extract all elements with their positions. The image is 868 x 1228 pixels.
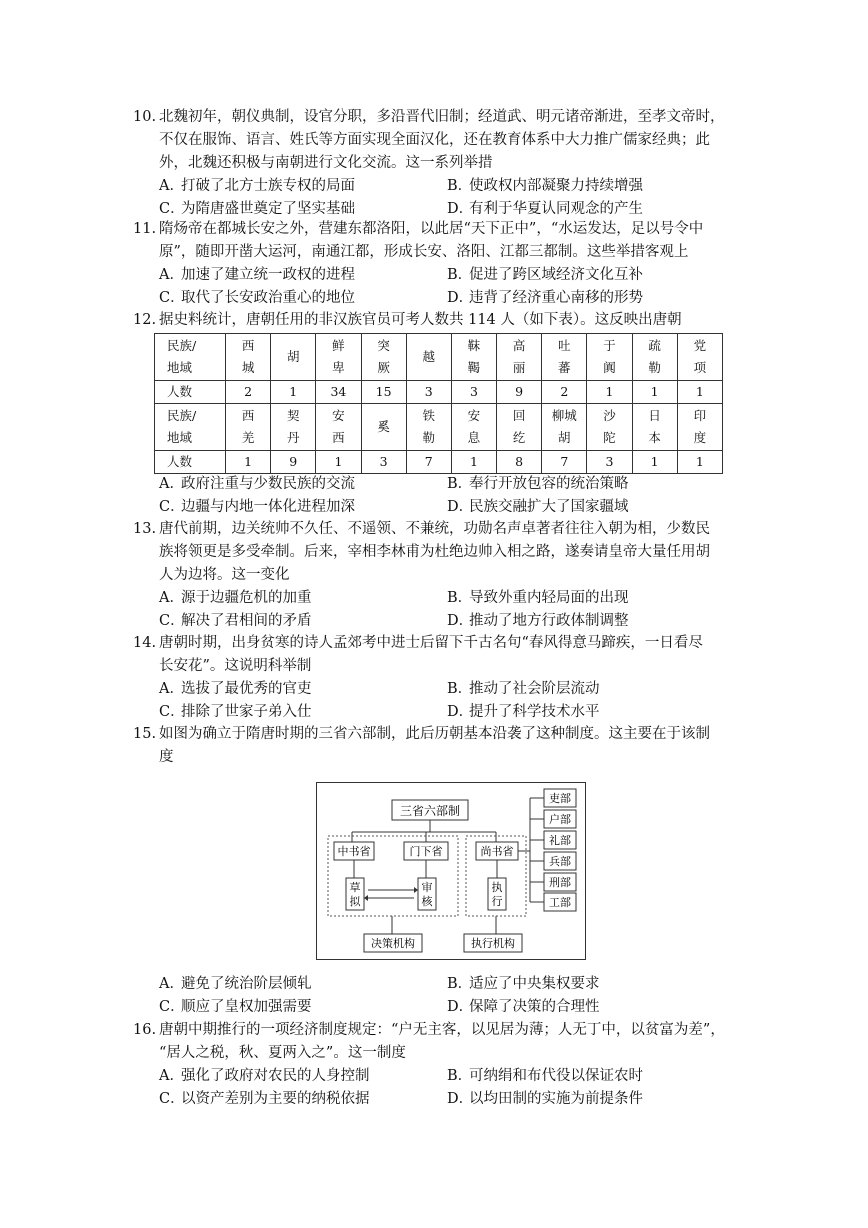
table-cell: 安西 (316, 404, 361, 451)
table-row (155, 381, 723, 404)
question-16 (133, 1019, 743, 1111)
table-cell: 1 (271, 381, 316, 404)
stem-line: 唐代前期，边关统帅不久任、不遥领、不兼统，功勋名声卓著者往往入朝为相，少数民 (159, 521, 710, 537)
option-d[interactable]: D．以均田制的实施为前提条件 (447, 1091, 643, 1107)
option-c[interactable]: C．为隋唐盛世奠定了坚实基础 (159, 201, 355, 217)
option-c[interactable]: C．顺应了皇权加强需要 (159, 999, 312, 1015)
count-header: 人数 (155, 381, 226, 404)
table-cell: 契丹 (271, 404, 316, 451)
table-cell: 靺鞨 (451, 334, 496, 381)
table-cell: 3 (587, 451, 632, 474)
shangshu-label: 尚书省 (480, 845, 514, 858)
stem-line: 族将领更是多受牵制。后来，宰相李林甫为杜绝边帅入相之路，遂奏请皇帝大量任用胡 (159, 544, 710, 560)
execute-char-2: 行 (491, 895, 503, 908)
table-cell: 9 (271, 451, 316, 474)
stem-line: 唐朝时期，出身贫寒的诗人孟郊考中进士后留下千古名句“春风得意马蹄疾，一日看尽 (159, 635, 703, 651)
table-cell: 奚 (361, 404, 406, 451)
stem-line: “居人之税，秋、夏两入之”。这一制度 (159, 1045, 406, 1061)
row-header: 民族/地域 (155, 404, 226, 451)
table-cell: 铁勒 (406, 404, 451, 451)
table-row (155, 404, 723, 451)
option-a[interactable]: A．强化了政府对农民的人身控制 (159, 1068, 370, 1084)
question-15-options (133, 973, 743, 1019)
table-cell: 疏勒 (632, 334, 677, 381)
option-b[interactable]: B．促进了跨区域经济文化互补 (447, 267, 643, 283)
row-header: 民族/地域 (155, 334, 226, 381)
option-d[interactable]: D．有利于华夏认同观念的产生 (447, 201, 643, 217)
option-c[interactable]: C．排除了世家子弟入仕 (159, 704, 312, 720)
option-c[interactable]: C．以资产差别为主要的纳税依据 (159, 1091, 370, 1107)
option-d[interactable]: D．民族交融扩大了国家疆域 (447, 499, 629, 515)
option-b[interactable]: B．推动了社会阶层流动 (447, 681, 600, 697)
option-b[interactable]: B．导致外重内轻局面的出现 (447, 590, 629, 606)
stem-line: 隋炀帝在都城长安之外，营建东都洛阳，以此居“天下正中”，“水运发达，足以号令中 (159, 221, 704, 237)
table-cell: 柳城胡 (542, 404, 587, 451)
option-d[interactable]: D．违背了经济重心南移的形势 (447, 290, 643, 306)
decision-label: 决策机构 (371, 937, 415, 950)
option-a[interactable]: A．加速了建立统一政权的进程 (159, 267, 355, 283)
options (159, 587, 743, 633)
ministry-label: 礼部 (549, 834, 571, 847)
table-cell: 34 (316, 381, 361, 404)
table-cell: 突厥 (361, 334, 406, 381)
question-number: 16. (133, 1022, 157, 1038)
stem-line: 据史料统计，唐朝任用的非汉族官员可考人数共 114 人（如下表）。这反映出唐朝 (159, 312, 682, 328)
table-cell: 1 (587, 381, 632, 404)
table-cell: 鲜卑 (316, 334, 361, 381)
execute-char-1: 执 (491, 881, 503, 894)
option-c[interactable]: C．取代了长安政治重心的地位 (159, 290, 355, 306)
stem-line: 人为边将。这一变化 (159, 567, 290, 583)
table-cell: 8 (497, 451, 542, 474)
table-cell: 1 (677, 451, 722, 474)
draft-char-1: 草 (349, 881, 361, 894)
options (159, 973, 743, 1019)
table-cell: 2 (226, 381, 271, 404)
options (159, 473, 743, 519)
table-cell: 回纥 (497, 404, 542, 451)
question-14 (133, 632, 743, 724)
table-cell: 1 (632, 451, 677, 474)
draft-char-2: 拟 (349, 895, 361, 908)
table-cell: 党项 (677, 334, 722, 381)
table-cell: 安息 (451, 404, 496, 451)
question-11 (133, 218, 743, 310)
ministry-label: 兵部 (549, 855, 571, 868)
option-a[interactable]: A．打破了北方士族专权的局面 (159, 178, 355, 194)
table-cell: 3 (451, 381, 496, 404)
three-departments-diagram (316, 782, 586, 960)
question-15 (133, 723, 743, 769)
menxia-label: 门下省 (409, 845, 443, 858)
option-a[interactable]: A．源于边疆危机的加重 (159, 590, 312, 606)
table-cell: 2 (542, 381, 587, 404)
ministry-label: 工部 (549, 896, 571, 909)
stem-line: 不仅在服饰、语言、姓氏等方面实现全面汉化，还在教育体系中大力推广儒家经典；此 (159, 132, 710, 148)
review-char-2: 核 (421, 895, 433, 908)
table-cell: 7 (542, 451, 587, 474)
table-cell: 高丽 (497, 334, 542, 381)
table-cell: 3 (406, 381, 451, 404)
diagram-title: 三省六部制 (399, 804, 461, 818)
table-cell: 于阗 (587, 334, 632, 381)
option-c[interactable]: C．边疆与内地一体化进程加深 (159, 499, 355, 515)
option-b[interactable]: B．使政权内部凝聚力持续增强 (447, 178, 643, 194)
option-b[interactable]: B．适应了中央集权要求 (447, 976, 600, 992)
table-cell: 越 (406, 334, 451, 381)
execution-label: 执行机构 (471, 937, 515, 950)
stem-line: 如图为确立于隋唐时期的三省六部制，此后历朝基本沿袭了这种制度。这主要在于该制 (159, 726, 710, 742)
question-number: 10. (133, 109, 157, 125)
question-number: 12. (133, 312, 157, 328)
zhongshu-label: 中书省 (337, 845, 371, 858)
question-12 (133, 309, 743, 332)
table-cell: 西羌 (226, 404, 271, 451)
stem-line: 原”，随即开凿大运河，南通江都，形成长安、洛阳、江都三都制。这些举措客观上 (159, 244, 689, 260)
options (159, 678, 743, 724)
stem-line: 度 (159, 749, 174, 765)
option-b[interactable]: B．可纳绢和布代役以保证农时 (447, 1068, 643, 1084)
table-cell: 3 (361, 451, 406, 474)
table-cell: 胡 (271, 334, 316, 381)
table-row (155, 334, 723, 381)
option-b[interactable]: B．奉行开放包容的统治策略 (447, 476, 629, 492)
table-cell: 1 (632, 381, 677, 404)
table-cell: 15 (361, 381, 406, 404)
table-cell: 沙陀 (587, 404, 632, 451)
option-a[interactable]: A．避免了统治阶层倾轧 (159, 976, 312, 992)
stem-line: 长安花”。这说明科举制 (159, 658, 312, 674)
table-cell: 吐蕃 (542, 334, 587, 381)
ministry-label: 吏部 (549, 792, 571, 805)
option-a[interactable]: A．选拔了最优秀的官吏 (159, 681, 312, 697)
stem-line: 唐朝中期推行的一项经济制度规定：“户无主客，以见居为薄；人无丁中，以贫富为差”， (159, 1022, 725, 1038)
table-cell: 7 (406, 451, 451, 474)
question-number: 11. (133, 221, 157, 237)
question-number: 13. (133, 521, 157, 537)
table-cell: 印度 (677, 404, 722, 451)
question-10 (133, 106, 743, 221)
table-cell: 1 (451, 451, 496, 474)
table-cell: 西城 (226, 334, 271, 381)
table-cell: 1 (226, 451, 271, 474)
option-d[interactable]: D．保障了决策的合理性 (447, 999, 600, 1015)
question-number: 14. (133, 635, 157, 651)
review-char-1: 审 (421, 881, 433, 894)
options (159, 1065, 743, 1111)
option-d[interactable]: D．推动了地方行政体制调整 (447, 613, 629, 629)
option-c[interactable]: C．解决了君相间的矛盾 (159, 613, 312, 629)
table-cell: 1 (316, 451, 361, 474)
table-cell: 1 (677, 381, 722, 404)
ministry-label: 户部 (549, 813, 571, 826)
option-a[interactable]: A．政府注重与少数民族的交流 (159, 476, 355, 492)
count-header: 人数 (155, 451, 226, 474)
question-12-options (133, 473, 743, 519)
option-d[interactable]: D．提升了科学技术水平 (447, 704, 600, 720)
table-cell: 日本 (632, 404, 677, 451)
ministry-label: 刑部 (549, 876, 571, 889)
officials-table (154, 333, 723, 474)
options (159, 264, 743, 310)
stem-line: 外，北魏还积极与南朝进行文化交流。这一系列举措 (159, 155, 493, 171)
options (159, 175, 743, 221)
question-13 (133, 518, 743, 633)
table-cell: 9 (497, 381, 542, 404)
stem-line: 北魏初年，朝仪典制，设官分职，多沿晋代旧制；经道武、明元诸帝渐进，至孝文帝时， (159, 109, 725, 125)
table-row (155, 451, 723, 474)
question-number: 15. (133, 726, 157, 742)
